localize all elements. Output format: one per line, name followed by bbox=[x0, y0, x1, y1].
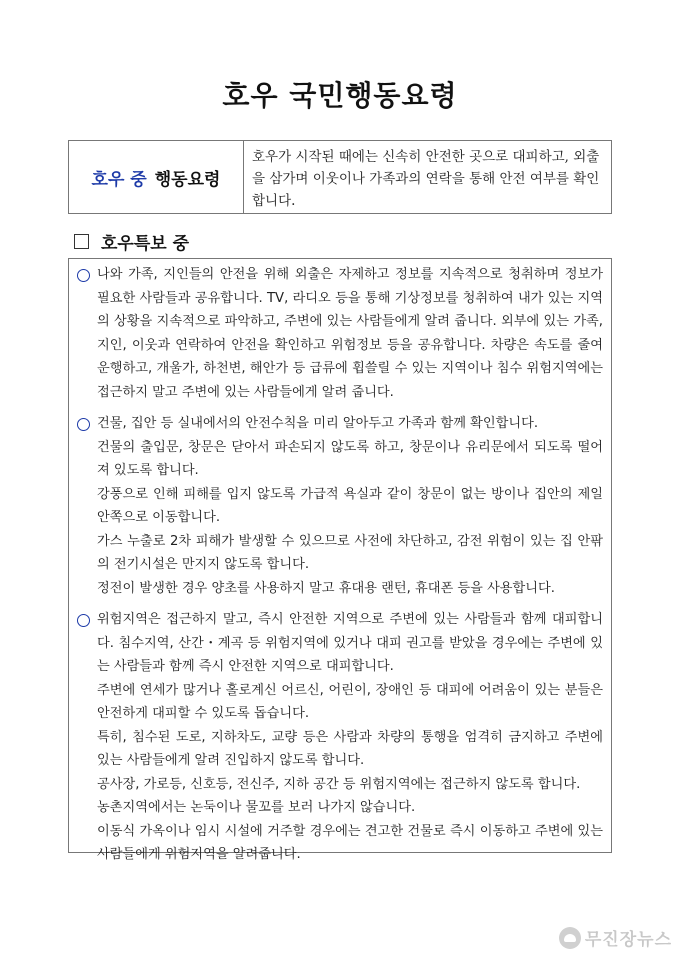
page-title: 호우 국민행동요령 bbox=[222, 79, 458, 112]
summary-table bbox=[68, 140, 612, 214]
guideline-paragraph: 강풍으로 인해 피해를 입지 않도록 가급적 욕실과 같이 창문이 없는 방이나 집안의 제일 안쪽으로 이동합니다. bbox=[97, 486, 603, 525]
circle-bullet-icon bbox=[77, 418, 90, 431]
guideline-item-body bbox=[97, 263, 603, 404]
guideline-paragraph: 특히, 침수된 도로, 지하차도, 교량 등은 사람과 차량의 통행을 엄격히 금지하고 주변에 있는 사람들에게 알려 진입하지 않도록 합니다. bbox=[97, 729, 603, 768]
checkbox-icon bbox=[74, 234, 89, 249]
guideline-paragraph: 위험지역은 접근하지 말고, 즉시 안전한 지역으로 주변에 있는 사람들과 함께 대피합니다. 침수지역, 산간・계곡 등 위험지역에 있거나 대피 권고를 받았을 경우에는 주변에 있는 사람들과 함께 즉시 안전한 지역으로 대피합니다. bbox=[97, 612, 603, 674]
guideline-paragraph: 건물, 집안 등 실내에서의 안전수칙을 미리 알아두고 가족과 함께 확인합니다. bbox=[97, 416, 539, 431]
summary-text: 호우가 시작된 때에는 신속히 안전한 곳으로 대피하고, 외출을 삼가며 이웃이나 가족과의 연락을 통해 안전 여부를 확인합니다. bbox=[252, 149, 600, 209]
guideline-paragraph: 주변에 연세가 많거나 홀로계신 어르신, 어린이, 장애인 등 대피에 어려움이 있는 분들은 안전하게 대피할 수 있도록 돕습니다. bbox=[97, 682, 603, 721]
watermark bbox=[559, 925, 672, 950]
section-title: 호우특보 중 bbox=[101, 234, 190, 254]
summary-label-rest: 행동요령 bbox=[154, 169, 221, 190]
guideline-paragraph: 가스 누출로 2차 피해가 발생할 수 있으므로 사전에 차단하고, 감전 위험이 있는 집 안팎의 전기시설은 만지지 않도록 합니다. bbox=[97, 533, 603, 572]
guideline-box bbox=[68, 258, 612, 862]
guideline-paragraph: 공사장, 가로등, 신호등, 전신주, 지하 공간 등 위험지역에는 접근하지 않도록 합니다. bbox=[97, 776, 581, 792]
guideline-item-body bbox=[97, 412, 603, 600]
summary-label-highlight: 호우 중 bbox=[91, 169, 147, 190]
summary-label bbox=[69, 141, 244, 213]
guideline-item-body bbox=[97, 608, 603, 867]
guideline-item bbox=[77, 263, 603, 404]
guideline-paragraph: 농촌지역에서는 논둑이나 물꼬를 보러 나가지 않습니다. bbox=[97, 800, 416, 815]
watermark-text: 무진장뉴스 bbox=[584, 930, 672, 950]
watermark-logo-icon bbox=[559, 927, 581, 949]
guideline-item bbox=[77, 412, 603, 600]
guideline-paragraph: 이동식 가옥이나 임시 시설에 거주할 경우에는 견고한 건물로 즉시 이동하고 주변에 있는 사람들에게 위험지역을 알려줍니다. bbox=[97, 823, 603, 862]
guideline-paragraph: 건물의 출입문, 창문은 닫아서 파손되지 않도록 하고, 창문이나 유리문에서 되도록 떨어져 있도록 합니다. bbox=[97, 439, 603, 478]
guideline-paragraph: 정전이 발생한 경우 양초를 사용하지 말고 휴대용 랜턴, 휴대폰 등을 사용합니다. bbox=[97, 580, 555, 596]
guideline-paragraph: 나와 가족, 지인들의 안전을 위해 외출은 자제하고 정보를 지속적으로 청취하며 정보가 필요한 사람들과 공유합니다. TV, 라디오 등을 통해 기상정보를 청취하여 내가 있는 지역의 상황을 지속적으로 파악하고, 주변에 있는 사람들에게 알려 줍니다. 외부에 있는 가족, 지인, 이웃과 연락하여 안전을 확인하고 위험정보 등을 공유합니다. 차량은 속도를 줄여 운행하고, 개울가, 하천변, 해안가 등 급류에 휩쓸릴 수 있는 지역이나 침수 위험지역에는 접근하지 말고 주변에 있는 사람들에게 알려 줍니다. bbox=[97, 267, 603, 400]
section-heading bbox=[74, 229, 189, 254]
guideline-item bbox=[77, 608, 603, 867]
circle-bullet-icon bbox=[77, 269, 90, 282]
circle-bullet-icon bbox=[77, 614, 90, 627]
